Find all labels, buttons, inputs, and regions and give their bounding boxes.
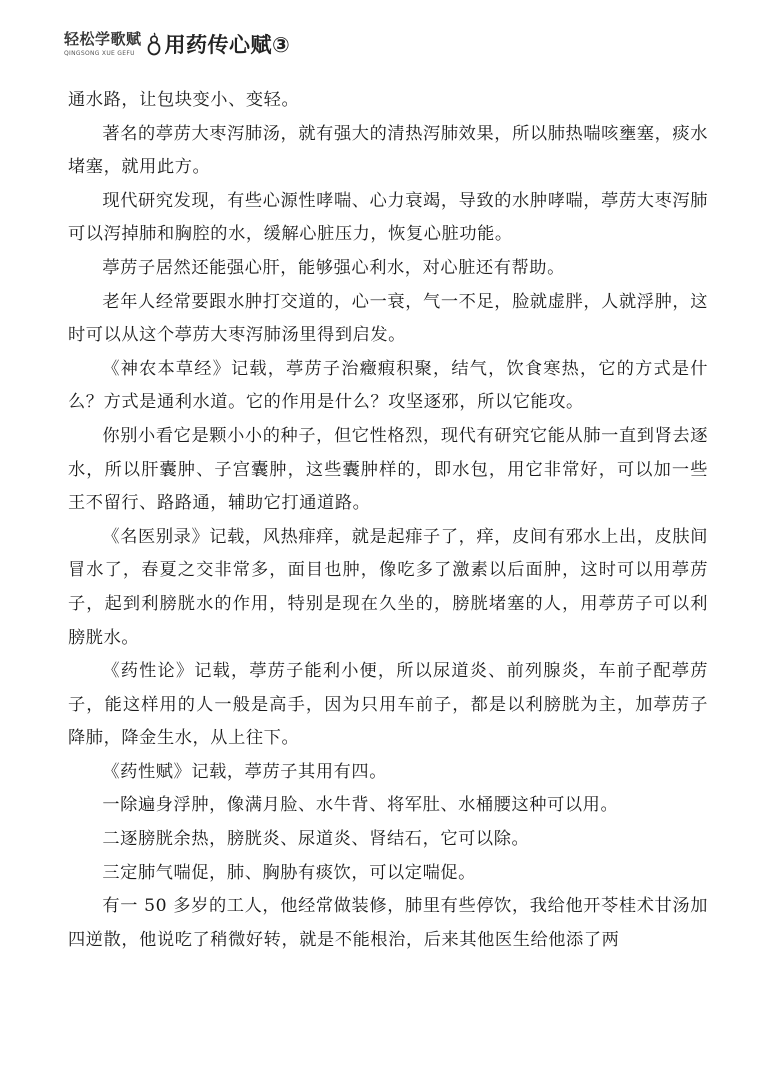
paragraph: 你别小看它是颗小小的种子，但它性格烈，现代有研究它能从肺一直到肾去逐水，所以肝囊肿、子宫囊肿，这些囊肿样的，即水包，用它非常好，可以加一些王不留行、路路通，辅助它打通道路。	[68, 425, 708, 514]
body-text	[68, 84, 708, 957]
paragraph: 老年人经常要跟水肿打交道的，心一衰，气一不足，脸就虚胖，人就浮肿，这时可以从这个葶苈大枣泻肺汤里得到启发。	[68, 291, 708, 346]
paragraph: 三定肺气喘促，肺、胸胁有痰饮，可以定喘促。	[102, 862, 476, 883]
paragraph: 《药性论》记载，葶苈子能利小便，所以尿道炎、前列腺炎，车前子配葶苈子，能这样用的人一般是高手，因为只用车前子，都是以利膀胱为主，加葶苈子降肺，降金生水，从上往下。	[68, 661, 708, 749]
page-header	[64, 24, 290, 64]
paragraph: 《神农本草经》记载，葶苈子治癥瘕积聚，结气，饮食寒热，它的方式是什么？方式是通利水道。它的作用是什么？攻坚逐邪，所以它能攻。	[68, 358, 708, 413]
paragraph: 《药性赋》记载，葶苈子其用有四。	[102, 761, 387, 782]
paragraph: 通水路，让包块变小、变轻。	[68, 90, 300, 110]
book-subtitle-pinyin: QINGSONG XUE GEFU	[64, 49, 135, 57]
paragraph: 二逐膀胱余热，膀胱炎、尿道炎、肾结石，它可以除。	[102, 829, 530, 850]
paragraph: 著名的葶苈大枣泻肺汤，就有强大的清热泻肺效果，所以肺热喘咳壅塞，痰水堵塞，就用此方。	[68, 123, 708, 178]
paragraph: 一除遍身浮肿，像满月脸、水牛背、将军肚、水桶腰这种可以用。	[102, 795, 619, 816]
paragraph: 有一 50 多岁的工人，他经常做装修，肺里有些停饮，我给他开苓桂术甘汤加四逆散，他说吃了稍微好转，就是不能根治，后来其他医生给他添了两	[68, 896, 708, 950]
chapter-title: 用药传心赋③	[164, 33, 291, 57]
paragraph: 葶苈子居然还能强心肝，能够强心利水，对心脏还有帮助。	[102, 257, 565, 278]
gourd-icon	[147, 32, 161, 56]
paragraph: 《名医别录》记载，风热痱痒，就是起痱子了，痒，皮间有邪水上出，皮肤间冒水了，春夏之交非常多，面目也肿，像吃多了激素以后面肿，这时可以用葶苈子，起到利膀胱水的作用，特别是现在久坐的，膀胱堵塞的人，用葶苈子可以利膀胱水。	[68, 526, 708, 648]
book-brand	[64, 29, 142, 57]
paragraph: 现代研究发现，有些心源性哮喘、心力衰竭，导致的水肿哮喘，葶苈大枣泻肺可以泻掉肺和胸腔的水，缓解心脏压力，恢复心脏功能。	[68, 190, 708, 245]
book-title: 轻松学歌赋	[64, 29, 142, 48]
